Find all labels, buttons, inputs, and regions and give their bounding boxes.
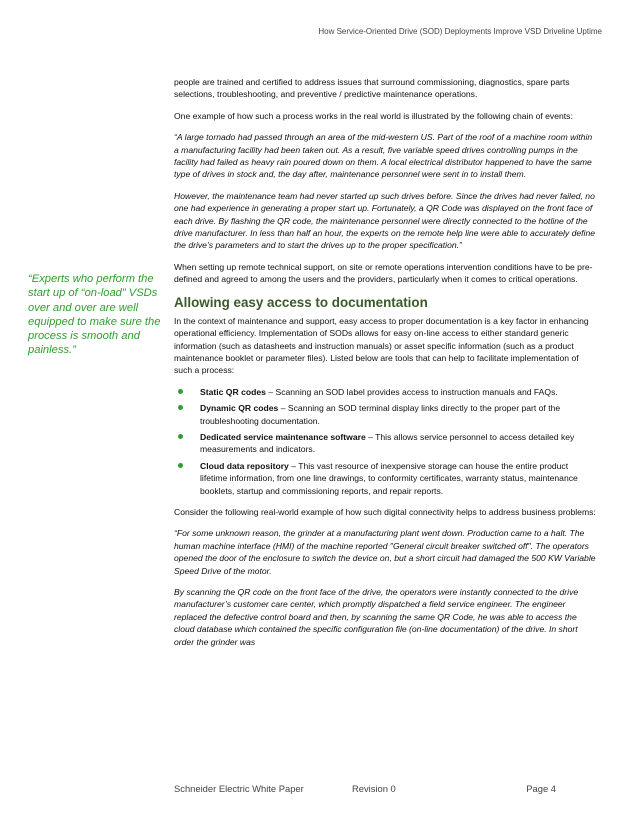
list-item	[200, 460, 596, 497]
page-footer	[174, 783, 556, 795]
list-item-text: – This allows service personnel to access detailed key measurements and indicators.	[200, 431, 575, 455]
running-header: How Service-Oriented Drive (SOD) Deployments Improve VSD Driveline Uptime	[318, 27, 602, 36]
paragraph: Consider the following real-world example of how such digital connectivity helps to address business problems:	[174, 506, 596, 517]
bullet-icon	[178, 463, 183, 468]
list-item-text: – This vast resource of inexpensive storage can house the entire product lifetime information, from one line drawings, to conformity certificates, warranty status, maintenance booklets, startup and commissioning reports, and repair reports.	[200, 460, 578, 496]
list-item-text: – Scanning an SOD label provides access to instruction manuals and FAQs.	[265, 386, 558, 397]
footer-page-number: Page 4	[526, 783, 556, 794]
list-item-term: Dedicated service maintenance software	[200, 431, 366, 442]
bullet-icon	[178, 434, 183, 439]
main-text-column	[174, 76, 596, 657]
list-item-term: Static QR codes	[200, 386, 266, 397]
tools-list	[174, 386, 596, 497]
paragraph: people are trained and certified to address issues that surround commissioning, diagnostics, spare parts selections, troubleshooting, and preventive / predictive maintenance operations.	[174, 77, 570, 100]
bullet-icon	[178, 389, 183, 394]
list-item	[200, 431, 596, 456]
quote-paragraph: “A large tornado had passed through an area of the mid-western US. Part of the roof of a machine room within a manufacturing facility had been taken out. As a result, five variable speed drives controlling pumps in the facility had failed as heavy rain poured down on them. A local electrical distributor happened to have the same type of drives in stock and, the day after, maintenance personnel were sent in to install them.	[174, 132, 593, 180]
paragraph: One example of how such a process works in the real world is illustrated by the following chain of events:	[174, 110, 573, 121]
quote-paragraph: By scanning the QR code on the front face of the drive, the operators were instantly connected to the drive manufacturer’s customer care center, which promptly dispatched a field service engineer. The engineer replaced the defective control board and then, by scanning the same QR Code, he was able to access the cloud database which contained the specific configuration file (on-line documentation) of the drive. In short order the grinder was	[174, 587, 579, 647]
list-item-term: Cloud data repository	[200, 460, 289, 471]
footer-publisher: Schneider Electric White Paper	[174, 783, 304, 794]
paragraph: When setting up remote technical support, on site or remote operations intervention conditions have to be pre-defined and agreed to among the users and the providers, particularly when it comes to critical operations.	[174, 261, 593, 285]
list-item-text: – Scanning an SOD terminal display links directly to the proper part of the troubleshooting documentation.	[200, 403, 561, 426]
pull-quote: “Experts who perform the start up of “on-load” VSDs over and over are well equipped to make sure the process is smooth and painless.”	[28, 273, 161, 357]
bullet-icon	[178, 405, 183, 410]
list-item-term: Dynamic QR codes	[200, 403, 279, 414]
footer-revision: Revision 0	[352, 783, 396, 794]
list-item	[200, 402, 596, 427]
quote-paragraph: However, the maintenance team had never started up such drives before. Since the drives had never failed, no one had experience in generating a proper start up. Fortunately, a QR Code was displayed on the front face of each drive. By flashing the QR code, the maintenance personnel were directly connected to the hotline of the drive manufacturer. In less than half an hour, the experts on the remote help line were able to accurately define the drive’s parameters and to start the drives up to the proper specification.”	[174, 190, 596, 251]
paragraph: In the context of maintenance and support, easy access to proper documentation is a key factor in enhancing operational efficiency. Implementation of SODs allows for easy on-line access to either standard generic information (such as datasheets and instruction manuals) or asset specific information (such as a product maintenance booklet or parameter files). Listed below are tools that can help to facilitate implementation of such a process:	[174, 315, 589, 376]
list-item	[200, 386, 596, 398]
section-heading: Allowing easy access to documentation	[174, 294, 428, 310]
quote-paragraph: “For some unknown reason, the grinder at a manufacturing plant went down. Production came to a halt. The human machine interface (HMI) of the machine reported "General circuit breaker switched off". The operators opened the door of the enclosure to switch the device on, but a short circuit had damaged the 500 KW Variable Speed Drive of the motor.	[174, 528, 596, 576]
